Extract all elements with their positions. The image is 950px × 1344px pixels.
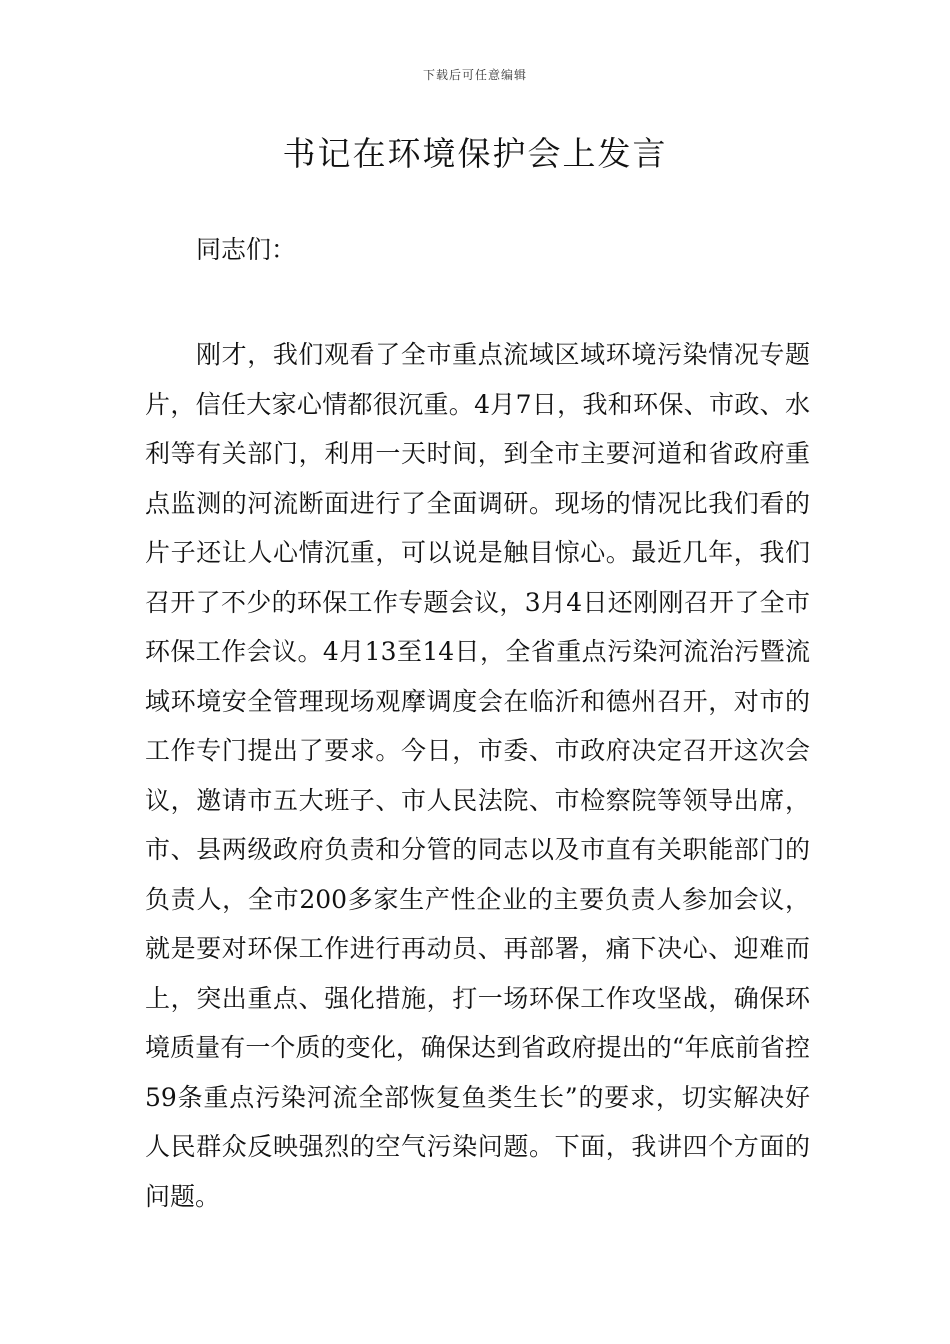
body-paragraph: 刚才，我们观看了全市重点流域区域环境污染情况专题片，信任大家心情都很沉重。4月7日，我和环保、市政、水利等有关部门，利用一天时间，到全市主要河道和省政府重点监测的河流断面进行了全面调研。现场的情况比我们看的片子还让人心情沉重，可以说是触目惊心。最近几年，我们召开了不少的环保工作专题会议，3月4日还刚刚召开了全市环保工作会议。4月13至14日，全省重点污染河流治污暨流域环境安全管理现场观摩调度会在临沂和德州召开，对市的工作专门提出了要求。今日，市委、市政府决定召开这次会议，邀请市五大班子、市人民法院、市检察院等领导出席，市、县两级政府负责和分管的同志以及市直有关职能部门的负责人，全市200多家生产性企业的主要负责人参加会议，就是要对环保工作进行再动员、再部署，痛下决心、迎难而上，突出重点、强化措施，打一场环保工作攻坚战，确保环境质量有一个质的变化，确保达到省政府提出的“年底前省控59条重点污染河流全部恢复鱼类生长”的要求，切实解决好人民群众反映强烈的空气污染问题。下面，我讲四个方面的问题。 [145,340,810,1211]
salutation: 同志们： [196,235,297,264]
document-title: 书记在环境保护会上发言 [282,134,668,173]
header-note: 下载后可任意编辑 [422,68,527,82]
